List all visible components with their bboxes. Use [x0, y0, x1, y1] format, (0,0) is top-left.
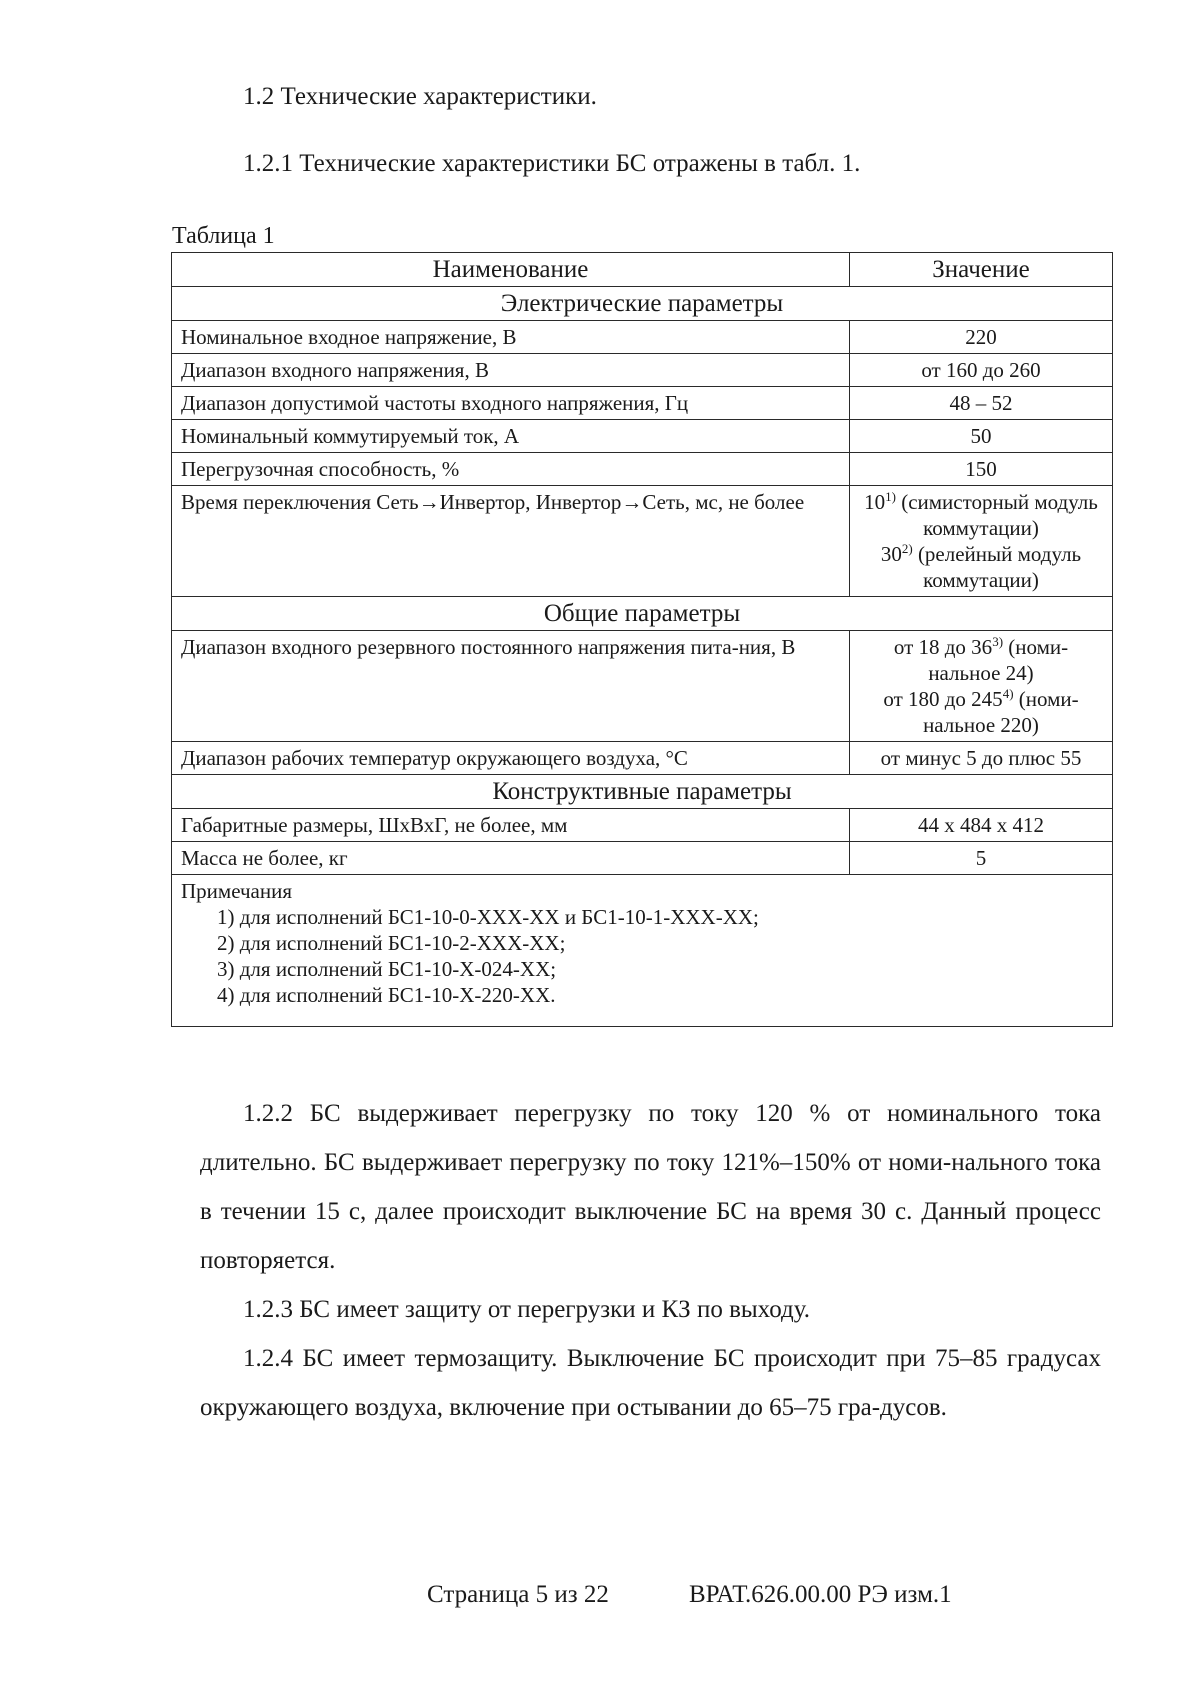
param-name: Диапазон рабочих температур окружающего воздуха, °С [172, 742, 850, 775]
table-row [172, 321, 1113, 354]
paragraph-1-2-3: 1.2.3 БС имеет защиту от перегрузки и КЗ по выходу. [243, 1296, 810, 1323]
param-value: 44 x 484 x 412 [850, 809, 1113, 842]
value-text: (симисторный модуль коммутации) [895, 490, 1098, 540]
param-value: от минус 5 до плюс 55 [850, 742, 1113, 775]
param-name: Перегрузочная способность, % [172, 453, 850, 486]
table-notes [172, 875, 1113, 1027]
section-row [172, 597, 1113, 631]
body-text [200, 1089, 1101, 1432]
subsection-heading: 1.2.1 Технические характеристики БС отражены в табл. 1. [243, 150, 861, 177]
param-name: Диапазон допустимой частоты входного напряжения, Гц [172, 387, 850, 420]
table-row [172, 453, 1113, 486]
footnote-ref: 2) [901, 541, 913, 556]
section-title-electrical: Электрические параметры [172, 287, 1113, 321]
value-text: (номи-нальное 24) [928, 635, 1069, 685]
value-text: (номи-нальное 220) [923, 687, 1079, 737]
note-item: 1) для исполнений БС1-10-0-ХХХ-ХХ и БС1-10-1-ХХХ-ХХ; [217, 905, 759, 929]
param-value: 50 [850, 420, 1113, 453]
footnote-ref: 3) [992, 634, 1004, 649]
table-row [172, 842, 1113, 875]
value-number: от 180 до 245 [883, 687, 1003, 711]
paragraph-1-2-2: 1.2.2 БС выдерживает перегрузку по току 120 % от номинального тока длительно. БС выдерживает перегрузку по току 121%–150% от номи-нального тока в течении 15 с, далее происходит выключение БС на время 30 с. Данный процесс повторяется. [200, 1100, 1101, 1274]
document-code: ВРАТ.626.00.00 РЭ изм.1 [689, 1581, 952, 1608]
section-title-design: Конструктивные параметры [172, 775, 1113, 809]
note-item: 2) для исполнений БС1-10-2-ХХХ-ХХ; [217, 931, 566, 955]
param-name: Габаритные размеры, ШхВхГ, не более, мм [172, 809, 850, 842]
table-row [172, 486, 1113, 597]
value-number: 10 [864, 490, 886, 514]
param-name: Номинальный коммутируемый ток, А [172, 420, 850, 453]
table-row [172, 354, 1113, 387]
param-name: Время переключения Сеть→Инвертор, Инвертор→Сеть, мс, не более [172, 486, 850, 597]
param-value: 48 – 52 [850, 387, 1113, 420]
table-row [172, 809, 1113, 842]
section-title-general: Общие параметры [172, 597, 1113, 631]
value-number: от 18 до 36 [893, 635, 993, 659]
page-number: Страница 5 из 22 [427, 1581, 609, 1608]
param-value [850, 631, 1113, 742]
spec-table [171, 252, 1113, 1027]
header-name: Наименование [172, 253, 850, 287]
table-row [172, 742, 1113, 775]
param-value [850, 486, 1113, 597]
param-value: от 160 до 260 [850, 354, 1113, 387]
param-value: 5 [850, 842, 1113, 875]
table-caption: Таблица 1 [172, 223, 275, 249]
value-number: 30 [880, 542, 902, 566]
param-name: Масса не более, кг [172, 842, 850, 875]
footnote-ref: 1) [885, 489, 896, 504]
param-name: Номинальное входное напряжение, В [172, 321, 850, 354]
table-row [172, 420, 1113, 453]
table-row [172, 631, 1113, 742]
table-row [172, 387, 1113, 420]
param-value: 220 [850, 321, 1113, 354]
notes-row [172, 875, 1113, 1027]
section-row [172, 775, 1113, 809]
value-text: (релейный модуль коммутации) [912, 542, 1082, 592]
table-header-row [172, 253, 1113, 287]
section-heading: 1.2 Технические характеристики. [243, 83, 597, 110]
note-item: 3) для исполнений БС1-10-Х-024-ХХ; [217, 957, 557, 981]
footnote-ref: 4) [1002, 686, 1014, 701]
section-row [172, 287, 1113, 321]
notes-title: Примечания [181, 879, 293, 903]
param-name: Диапазон входного напряжения, В [172, 354, 850, 387]
param-name: Диапазон входного резервного постоянного напряжения пита-ния, В [172, 631, 850, 742]
notes-list [181, 904, 1103, 1008]
paragraph-1-2-4: 1.2.4 БС имеет термозащиту. Выключение БС происходит при 75–85 градусах окружающего воздуха, включение при остывании до 65–75 гра-дусов. [200, 1345, 1101, 1421]
param-value: 150 [850, 453, 1113, 486]
header-value: Значение [850, 253, 1113, 287]
note-item: 4) для исполнений БС1-10-Х-220-ХХ. [217, 983, 556, 1007]
